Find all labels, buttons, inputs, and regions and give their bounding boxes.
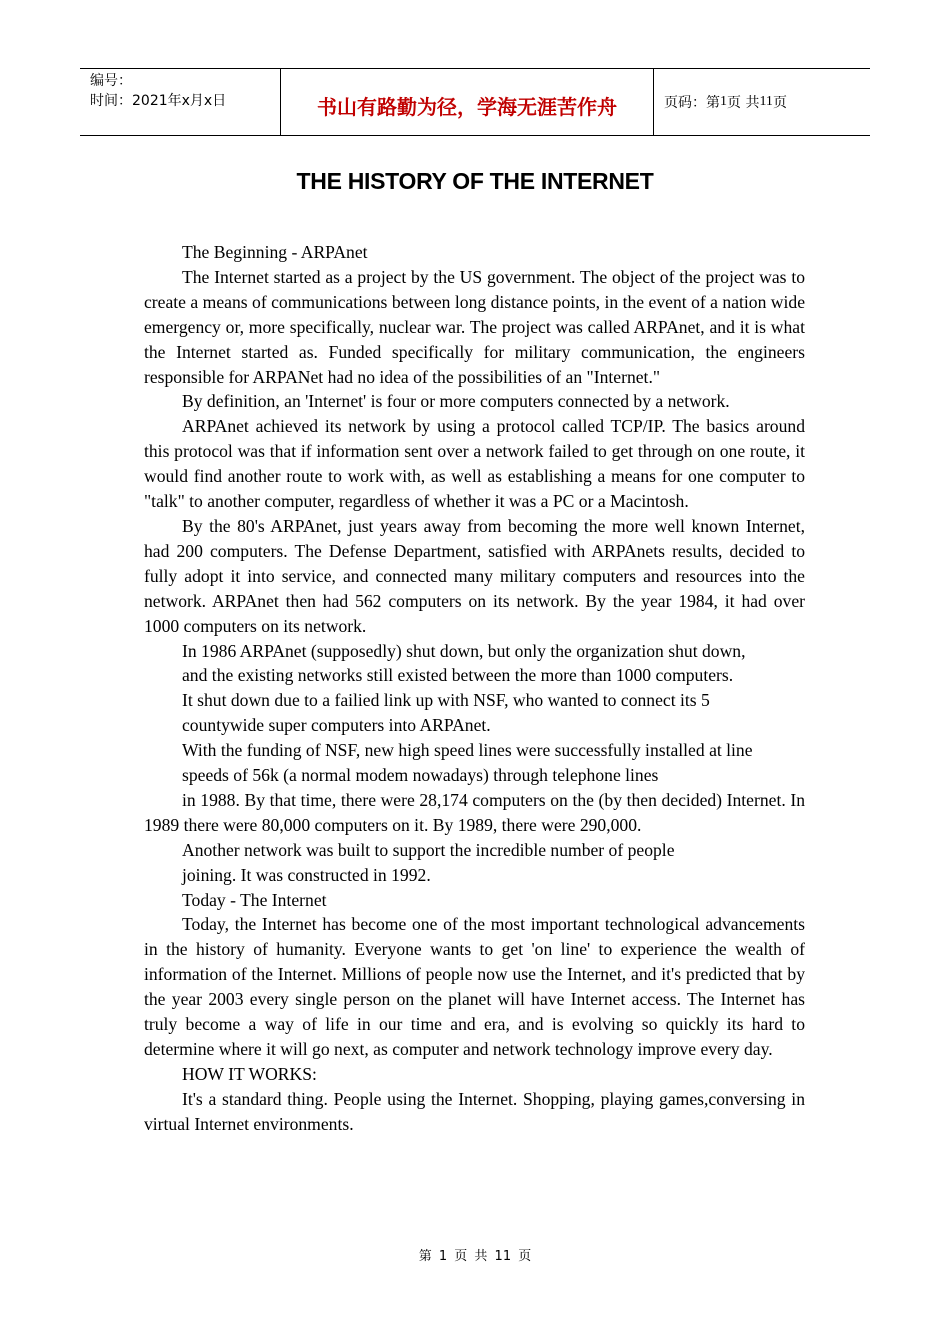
section-heading: HOW IT WORKS: — [182, 1063, 317, 1084]
paragraph: in 1988. By that time, there were 28,174 computers on the (by then decided) Internet. In 1989 there were 80,000 computers on it. By 1989, there were 290,000. — [144, 789, 805, 835]
page-suffix: 页 — [772, 95, 787, 111]
header-table — [80, 68, 870, 136]
paragraph: Today, the Internet has become one of the most important technological advancements in the history of humanity. Everyone wants to get 'on line' to experience the wealth of information of the Internet. Millions of people now use the Internet, and it's predicted that by the year 2003 every single person on the planet will have Internet access. The Internet has truly become a way of life in our time and era, and is evolving so quickly its hard to determine where it will go next, as computer and network technology improve every day. — [144, 914, 805, 1059]
page-prefix: 页码：第 — [664, 95, 720, 111]
paragraph: It's a standard thing. People using the Internet. Shopping, playing games,conversing in virtual Internet environments. — [144, 1088, 805, 1134]
paragraph: With the funding of NSF, new high speed lines were successfully installed at line speeds of 56k (a normal modem nowadays) through telephone lines — [182, 740, 753, 786]
paragraph: ARPAnet achieved its network by using a protocol called TCP/IP. The basics around this protocol was that if information sent over a network failed to get through on one route, it would find another route to work with, as well as establishing a means for one computer to "talk" to another computer, regardless of whether it was a PC or a Macintosh. — [144, 416, 805, 512]
page-total: 11 — [759, 94, 773, 109]
paragraph: In 1986 ARPAnet (supposedly) shut down, but only the organization shut down, and the existing networks still existed between the more than 1000 computers. It shut down due to a failied link up with NSF, who wanted to connect its 5 countywide super computers into ARPAnet. — [182, 640, 746, 736]
serial-label: 编号： — [90, 73, 132, 89]
paragraph: Another network was built to support the incredible number of people joining. It was constructed in 1992. — [182, 839, 675, 885]
paragraph: By the 80's ARPAnet, just years away from becoming the more well known Internet, had 200 computers. The Defense Department, satisfied with ARPAnets results, decided to fully adopt it into service, and connected many military computers and resources into the network. ARPAnet then had 562 computers on its network. By the year 1984, it had over 1000 computers on its network. — [144, 515, 805, 636]
header-left-cell — [80, 69, 281, 135]
page-indicator — [654, 69, 870, 135]
section-heading: Today - The Internet — [182, 889, 327, 910]
document-body — [144, 240, 805, 1137]
page-mid: 页 共 — [727, 95, 760, 111]
document-title: THE HISTORY OF THE INTERNET — [296, 168, 654, 194]
paragraph: The Internet started as a project by the US government. The object of the project was to create a means of communications between long distance points, in the event of a nation wide emergency or, more specifically, nuclear war. The project was called ARPAnet, and it is what the Internet started as. Funded specifically for military communication, the engineers responsible for ARPANet had no idea of the possibilities of an "Internet." — [144, 266, 805, 387]
page-number: 1 — [720, 94, 727, 109]
page-footer: 第 1 页 共 11 页 — [418, 1249, 532, 1264]
motto: 书山有路勤为径，学海无涯苦作舟 — [281, 69, 654, 135]
paragraph: By definition, an 'Internet' is four or more computers connected by a network. — [182, 391, 730, 412]
time-label: 时间：2021年x月x日 — [90, 93, 227, 109]
section-heading: The Beginning - ARPAnet — [182, 242, 368, 262]
